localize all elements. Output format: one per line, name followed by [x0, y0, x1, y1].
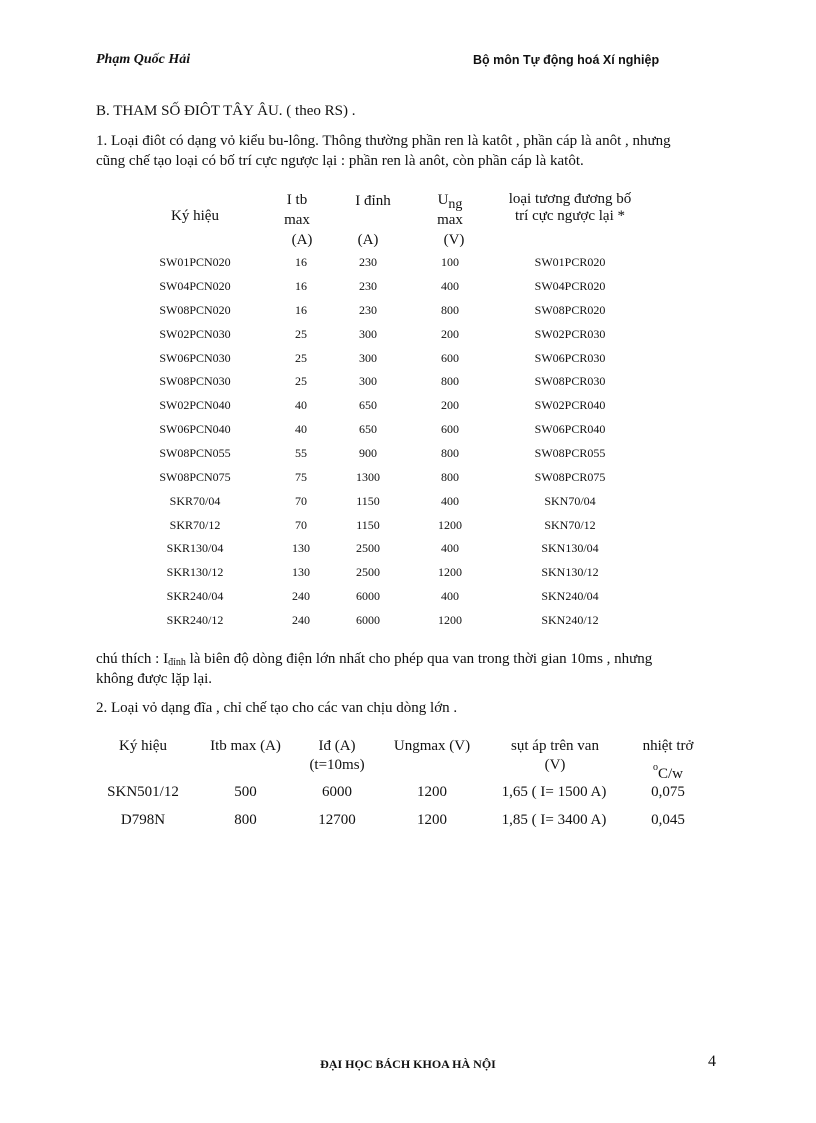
cell-equiv: SKN70/12 — [544, 517, 596, 532]
cell-itb: 240 — [292, 589, 310, 604]
cell-kyhieu: SKR70/12 — [169, 517, 221, 532]
cell-equiv: SW08PCR055 — [534, 446, 606, 460]
col-header-itb-max: max — [284, 212, 310, 228]
t2-header-sutap: sụt áp trên van — [511, 738, 599, 754]
cell-ung: 400 — [441, 493, 459, 508]
col-header-itb-unit: (A) — [291, 232, 313, 248]
cell-itb: 16 — [295, 255, 307, 269]
t2-cell-itbmax: 800 — [234, 812, 257, 828]
cell-itb: 40 — [295, 398, 307, 413]
cell-idinh: 6000 — [356, 613, 380, 627]
cell-idinh: 1150 — [356, 493, 380, 508]
cell-itb: 40 — [295, 422, 307, 437]
cell-itb: 16 — [295, 278, 307, 293]
cell-itb: 25 — [295, 350, 307, 365]
cell-idinh: 2500 — [356, 541, 380, 556]
cell-itb: 25 — [295, 374, 307, 389]
cell-equiv: SW04PCR020 — [534, 278, 606, 293]
cell-itb: 70 — [295, 517, 307, 532]
cell-equiv: SKN240/12 — [541, 613, 599, 627]
section2-title: 2. Loại vỏ dạng đĩa , chỉ chế tạo cho các van chịu dòng lớn . — [96, 700, 458, 716]
cell-ung: 800 — [441, 469, 459, 484]
cell-idinh: 6000 — [356, 589, 380, 604]
cell-kyhieu: SW04PCN020 — [159, 278, 231, 293]
cell-itb: 130 — [292, 565, 310, 580]
cell-equiv: SKN130/12 — [541, 565, 599, 580]
cell-itb: 240 — [292, 613, 310, 627]
t2-header-ungmax: Ungmax (V) — [393, 738, 471, 754]
cell-equiv: SW06PCR040 — [534, 422, 606, 437]
t2-cell-sutap: 1,65 ( I= 1500 A) — [501, 784, 607, 800]
col-header-idinh-unit: (A) — [357, 232, 379, 248]
cell-kyhieu: SW01PCN020 — [159, 255, 231, 269]
cell-equiv: SW02PCR030 — [534, 326, 606, 341]
t2-header-id-cond: (t=10ms) — [309, 757, 365, 773]
cell-kyhieu: SW08PCN020 — [159, 302, 231, 317]
col-header-ung-unit: (V) — [443, 232, 465, 248]
cell-ung: 600 — [441, 422, 459, 437]
cell-ung: 400 — [441, 541, 459, 556]
cell-kyhieu: SKR130/04 — [166, 541, 224, 556]
note-line1: chú thích : $I_{đỉnh}$ là biên độ dòng điện lớn nhất cho phép qua van trong thời gian 10ms , nhưng — [96, 651, 653, 668]
cell-kyhieu: SKR240/04 — [166, 589, 224, 604]
col-header-idinh: I đỉnh — [355, 193, 391, 209]
cell-ung: 100 — [441, 255, 459, 269]
cell-ung: 200 — [441, 398, 459, 413]
cell-ung: 200 — [441, 326, 459, 341]
cell-idinh: 230 — [359, 302, 377, 317]
cell-ung: 800 — [441, 374, 459, 389]
cell-ung: 800 — [441, 302, 459, 317]
t2-cell-kyhieu: D798N — [120, 812, 166, 828]
cell-kyhieu: SKR240/12 — [166, 613, 224, 627]
col-header-ung: Ung — [437, 192, 463, 212]
cell-equiv: SKN70/04 — [544, 493, 596, 508]
t2-header-nhiet: nhiệt trở — [642, 738, 694, 754]
cell-equiv: SW02PCR040 — [534, 398, 606, 413]
col-header-itb: I tb — [286, 192, 308, 208]
cell-equiv: SW01PCR020 — [534, 255, 606, 269]
t2-cell-ungmax: 1200 — [417, 784, 447, 800]
cell-ung: 1200 — [438, 517, 462, 532]
cell-kyhieu: SW02PCN040 — [159, 398, 231, 413]
cell-kyhieu: SKR70/04 — [169, 493, 221, 508]
cell-ung: 800 — [441, 446, 459, 460]
cell-equiv: SW08PCR030 — [534, 374, 606, 389]
cell-itb: 55 — [295, 446, 307, 460]
cell-itb: 16 — [295, 302, 307, 317]
t2-cell-id: 12700 — [318, 812, 356, 828]
para1-line2: cũng chế tạo loại có bố trí cực ngược lại : phần ren là anôt, còn phần cáp là katôt. — [96, 153, 584, 169]
t2-header-nhiet-unit: $^o$C/w — [652, 762, 683, 782]
cell-equiv: SKN240/04 — [541, 589, 599, 604]
t2-cell-nhiet: 0,045 — [651, 812, 685, 828]
header-department: Bộ môn Tự động hoá Xí nghiệp — [473, 53, 660, 67]
para1-line1: 1. Loại điôt có dạng vỏ kiểu bu-lông. Thông thường phần ren là katôt , phần cáp là anôt , nhưng — [96, 133, 671, 149]
page-number: 4 — [708, 1053, 716, 1070]
col-header-equiv-1: loại tương đương bố — [508, 191, 632, 207]
cell-idinh: 230 — [359, 255, 377, 269]
footer-university: ĐẠI HỌC BÁCH KHOA HÀ NỘI — [320, 1057, 496, 1071]
cell-idinh: 230 — [359, 278, 377, 293]
cell-kyhieu: SW02PCN030 — [159, 326, 231, 341]
col-header-ung-max: max — [437, 212, 463, 228]
cell-idinh: 1150 — [356, 517, 380, 532]
cell-itb: 70 — [295, 493, 307, 508]
cell-equiv: SKN130/04 — [541, 541, 599, 556]
cell-idinh: 650 — [359, 398, 377, 413]
t2-header-kyhieu: Ký hiệu — [119, 738, 167, 754]
t2-cell-kyhieu: SKN501/12 — [107, 784, 179, 800]
t2-header-itbmax: Itb max (A) — [210, 738, 281, 754]
cell-idinh: 2500 — [356, 565, 380, 580]
cell-equiv: SW06PCR030 — [534, 350, 606, 365]
cell-idinh: 300 — [359, 326, 377, 341]
cell-idinh: 650 — [359, 422, 377, 437]
cell-itb: 75 — [295, 469, 307, 484]
note-line2: không được lặp lại. — [96, 671, 213, 687]
cell-kyhieu: SW08PCN055 — [159, 446, 231, 460]
cell-idinh: 300 — [359, 374, 377, 389]
cell-equiv: SW08PCR020 — [534, 302, 606, 317]
t2-cell-ungmax: 1200 — [417, 812, 447, 828]
cell-kyhieu: SW06PCN040 — [159, 422, 231, 437]
cell-ung: 1200 — [438, 565, 462, 580]
cell-idinh: 1300 — [356, 469, 380, 484]
cell-kyhieu: SW06PCN030 — [159, 350, 231, 365]
col-header-equiv-2: trí cực ngược lại * — [515, 208, 625, 224]
t2-cell-id: 6000 — [322, 784, 352, 800]
cell-kyhieu: SKR130/12 — [166, 565, 224, 580]
cell-idinh: 900 — [359, 446, 377, 460]
t2-cell-itbmax: 500 — [234, 784, 257, 800]
cell-kyhieu: SW08PCN075 — [159, 469, 231, 484]
cell-ung: 400 — [441, 589, 459, 604]
t2-header-id: Iđ (A) — [318, 738, 356, 754]
cell-equiv: SW08PCR075 — [534, 469, 606, 484]
cell-itb: 130 — [292, 541, 310, 556]
section-b-title: B. THAM SỐ ĐIÔT TÂY ÂU. ( theo RS) . — [96, 103, 356, 119]
cell-ung: 400 — [441, 278, 459, 293]
t2-cell-sutap: 1,85 ( I= 3400 A) — [501, 812, 607, 828]
t2-header-sutap-unit: (V) — [544, 757, 566, 773]
header-author: Phạm Quốc Hải — [96, 52, 191, 67]
col-header-kyhieu: Ký hiệu — [171, 208, 219, 224]
cell-itb: 25 — [295, 326, 307, 341]
t2-cell-nhiet: 0,075 — [651, 784, 685, 800]
cell-idinh: 300 — [359, 350, 377, 365]
cell-ung: 1200 — [438, 613, 462, 627]
cell-ung: 600 — [441, 350, 459, 365]
cell-kyhieu: SW08PCN030 — [159, 374, 231, 389]
